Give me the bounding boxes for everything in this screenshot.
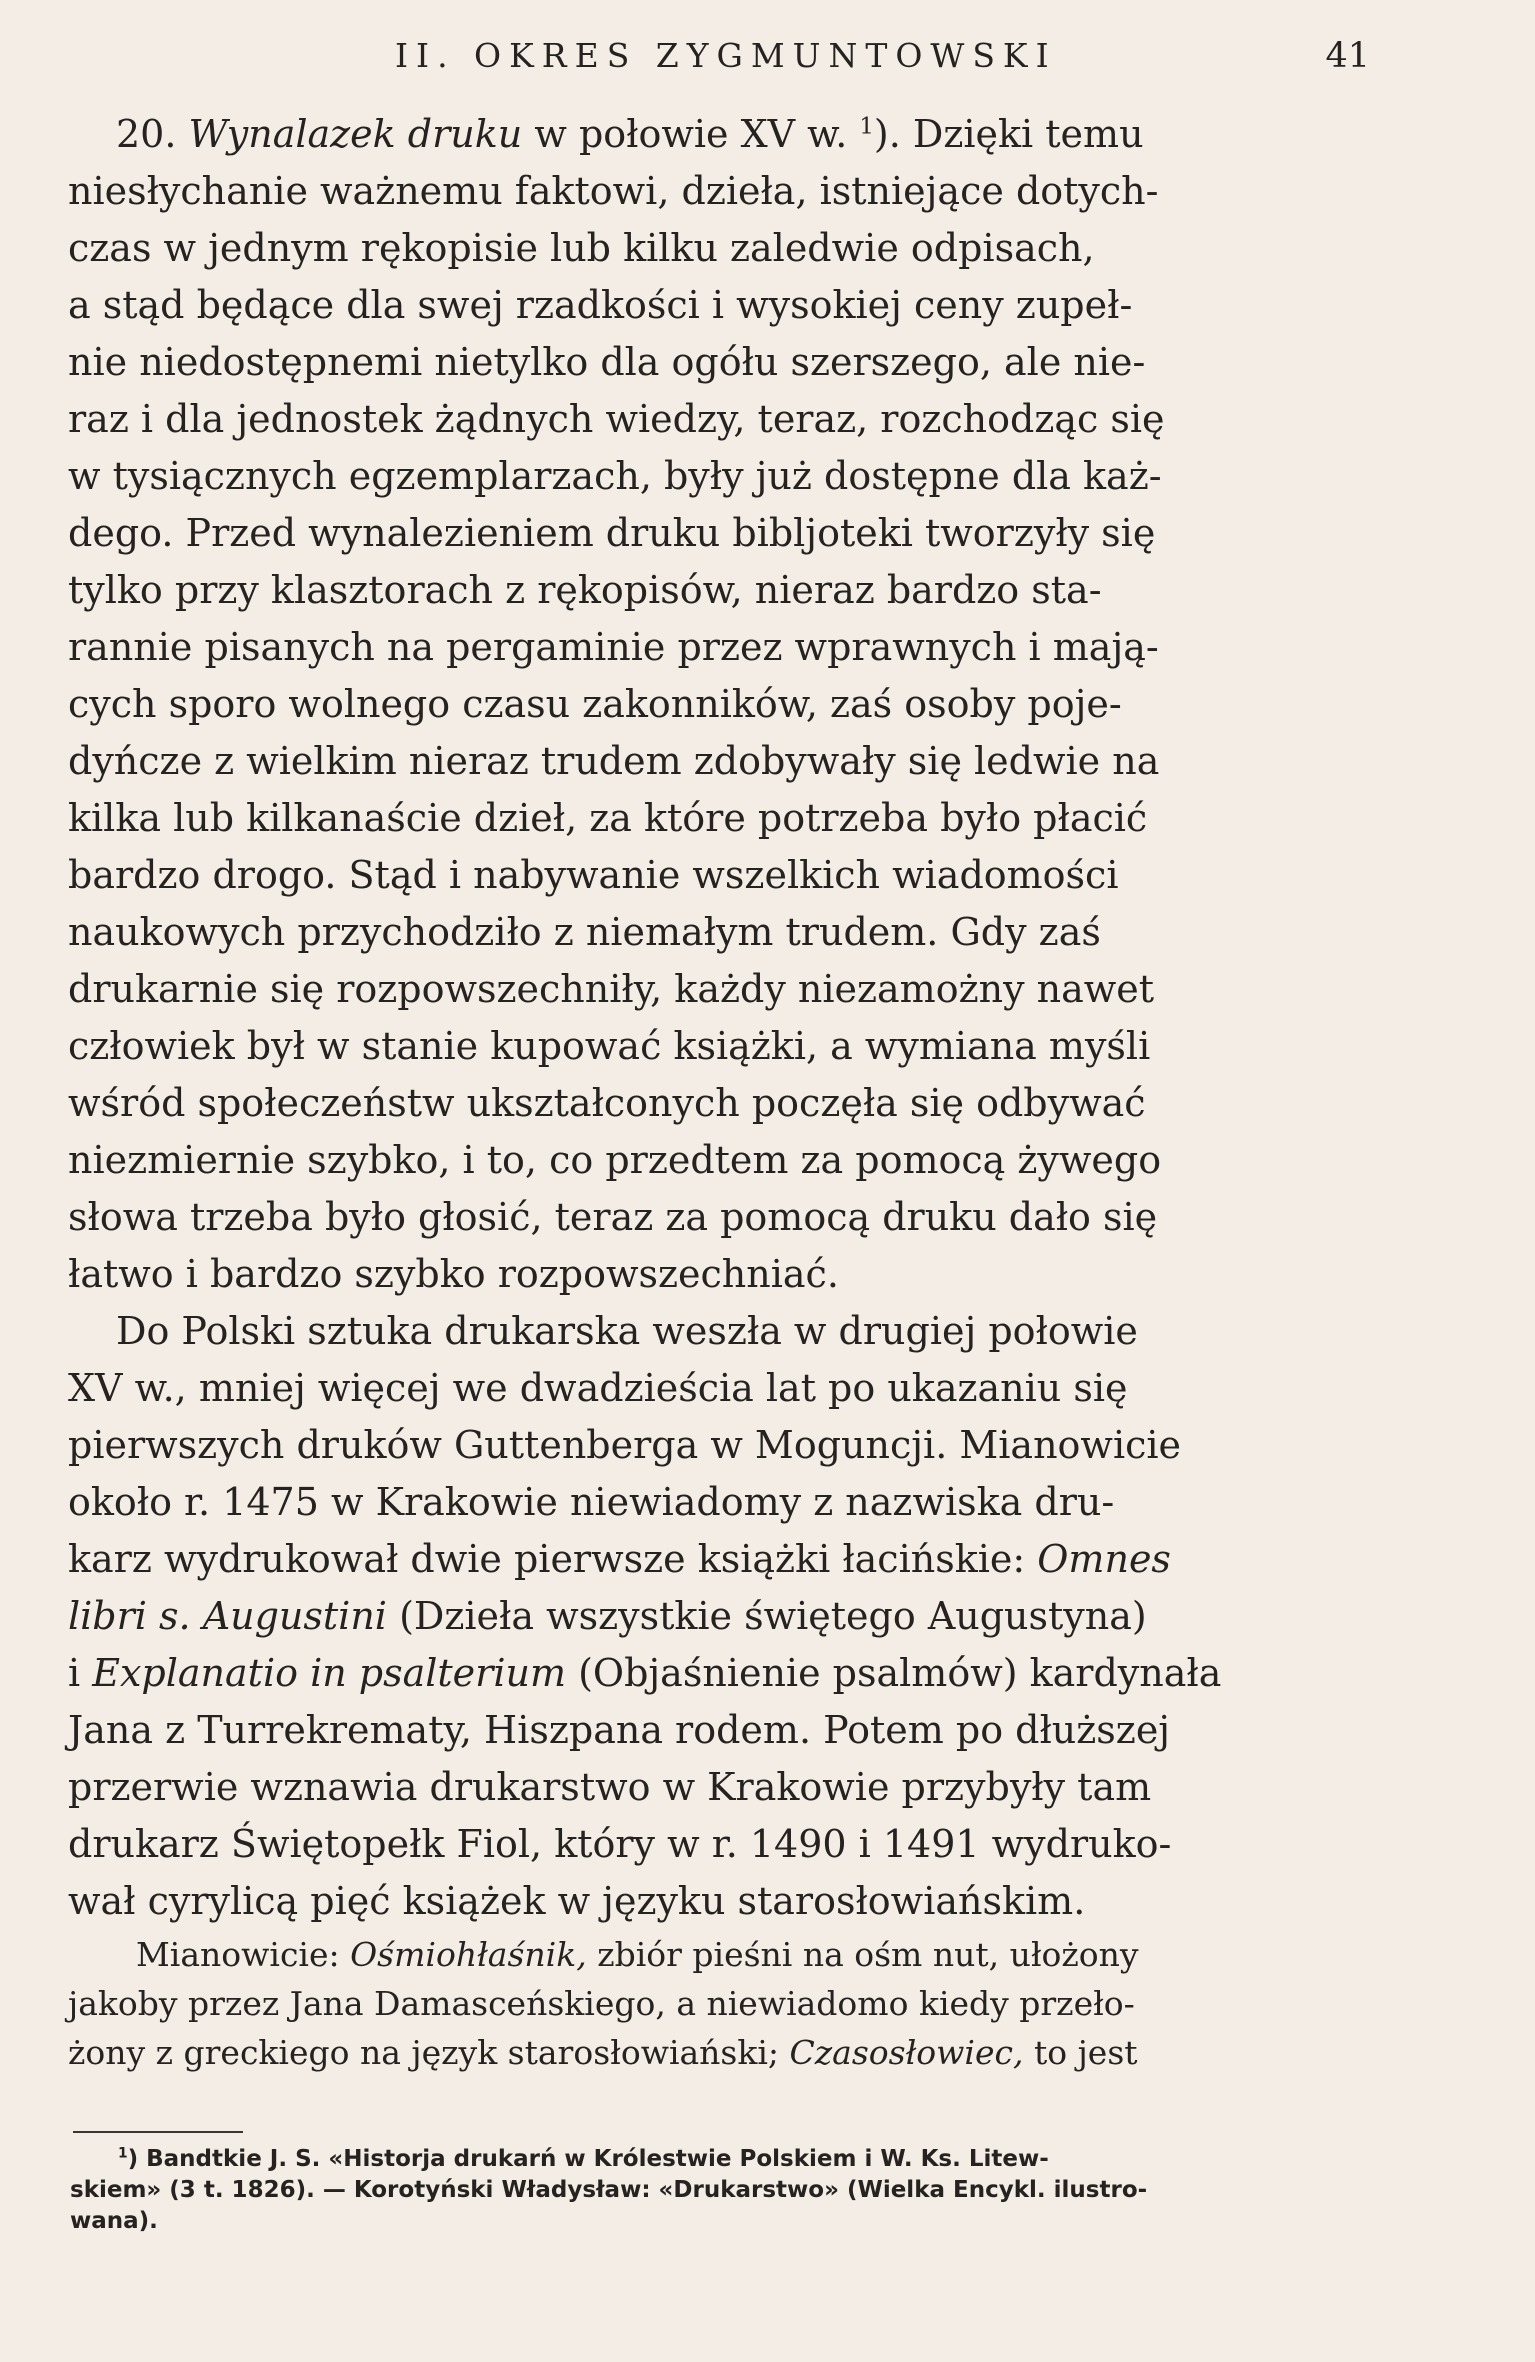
text-line: i Explanatio in psalterium (Objaśnienie psalmów) kardynała xyxy=(68,1651,1222,1695)
text-line: Mianowicie: Ośmiohłaśnik, zbiór pieśni na ośm nut, ułożony xyxy=(136,1935,1139,1974)
text-line: Jana z Turrekrematy, Hiszpana rodem. Potem po dłuższej xyxy=(68,1708,1171,1752)
text-line: libri s. Augustini (Dzieła wszystkie świętego Augustyna) xyxy=(68,1594,1147,1638)
text-line: Do Polski sztuka drukarska weszła w drugiej połowie xyxy=(116,1309,1138,1353)
text-line: pierwszych druków Guttenberga w Moguncji. Mianowicie xyxy=(68,1423,1182,1467)
text-line: człowiek był w stanie kupować książki, a wymiana myśli xyxy=(68,1024,1151,1068)
text-line: drukarnie się rozpowszechniły, każdy niezamożny nawet xyxy=(68,967,1155,1011)
text-line: naukowych przychodziło z niemałym trudem. Gdy zaś xyxy=(68,910,1101,954)
text-line: dego. Przed wynalezieniem druku bibljoteki tworzyły się xyxy=(68,511,1156,555)
text-line: czas w jednym rękopisie lub kilku zaledwie odpisach, xyxy=(68,226,1095,270)
main-text xyxy=(68,106,1374,2077)
text-line: przerwie wznawia drukarstwo w Krakowie przybyły tam xyxy=(68,1765,1152,1809)
text-line: a stąd będące dla swej rzadkości i wysokiej ceny zupeł- xyxy=(68,283,1133,327)
footnote xyxy=(70,2144,1372,2237)
text-line: tylko przy klasztorach z rękopisów, nieraz bardzo sta- xyxy=(68,568,1102,612)
running-title: II. OKRES ZYGMUNTOWSKI xyxy=(395,36,1057,75)
footnote-rule xyxy=(73,2131,243,2133)
footnote-line: wana). xyxy=(70,2208,158,2234)
text-line: karz wydrukował dwie pierwsze książki łacińskie: Omnes xyxy=(68,1537,1171,1581)
page-number: 41 xyxy=(1325,36,1370,76)
text-line: dyńcze z wielkim nieraz trudem zdobywały się ledwie na xyxy=(68,739,1160,783)
text-line: rannie pisanych na pergaminie przez wprawnych i mają- xyxy=(68,625,1159,669)
text-line: cych sporo wolnego czasu zakonników, zaś osoby poje- xyxy=(68,682,1122,726)
text-line: nie niedostępnemi nietylko dla ogółu szerszego, ale nie- xyxy=(68,340,1146,384)
text-line: wał cyrylicą pięć książek w języku starosłowiańskim. xyxy=(68,1879,1086,1923)
text-line: kilka lub kilkanaście dzieł, za które potrzeba było płacić xyxy=(68,796,1148,840)
text-line: drukarz Świętopełk Fiol, który w r. 1490 i 1491 wydruko- xyxy=(68,1822,1172,1866)
running-head xyxy=(70,36,1370,84)
text-line: XV w., mniej więcej we dwadzieścia lat po ukazaniu się xyxy=(68,1366,1128,1410)
footnote-line: $^1$) Bandtkie J. S. «Historja drukarń w Królestwie Polskiem i W. Ks. Litew- xyxy=(118,2145,1049,2172)
text-line: niezmiernie szybko, i to, co przedtem za pomocą żywego xyxy=(68,1138,1162,1182)
text-line: wśród społeczeństw ukształconych poczęła się odbywać xyxy=(68,1081,1146,1125)
text-line: 20. Wynalazek druku w połowie XV w. $^1$). Dzięki temu xyxy=(116,112,1144,156)
text-line: bardzo drogo. Stąd i nabywanie wszelkich wiadomości xyxy=(68,853,1119,897)
text-line: w tysiącznych egzemplarzach, były już dostępne dla każ- xyxy=(68,454,1162,498)
text-line: słowa trzeba było głosić, teraz za pomocą druku dało się xyxy=(68,1195,1158,1239)
text-line: żony z greckiego na język starosłowiański; Czasosłowiec, to jest xyxy=(68,2033,1138,2072)
text-line: raz i dla jednostek żądnych wiedzy, teraz, rozchodząc się xyxy=(68,397,1165,441)
small-print-block xyxy=(68,1930,1374,2077)
text-line: łatwo i bardzo szybko rozpowszechniać. xyxy=(68,1252,839,1296)
text-line: jakoby przez Jana Damasceńskiego, a niewiadomo kiedy przeło- xyxy=(68,1984,1135,2023)
text-line: około r. 1475 w Krakowie niewiadomy z nazwiska dru- xyxy=(68,1480,1115,1524)
footnote-line: skiem» (3 t. 1826). — Korotyński Władysław: «Drukarstwo» (Wielka Encykl. ilustro- xyxy=(70,2177,1148,2203)
text-line: niesłychanie ważnemu faktowi, dzieła, istniejące dotych- xyxy=(68,169,1159,213)
